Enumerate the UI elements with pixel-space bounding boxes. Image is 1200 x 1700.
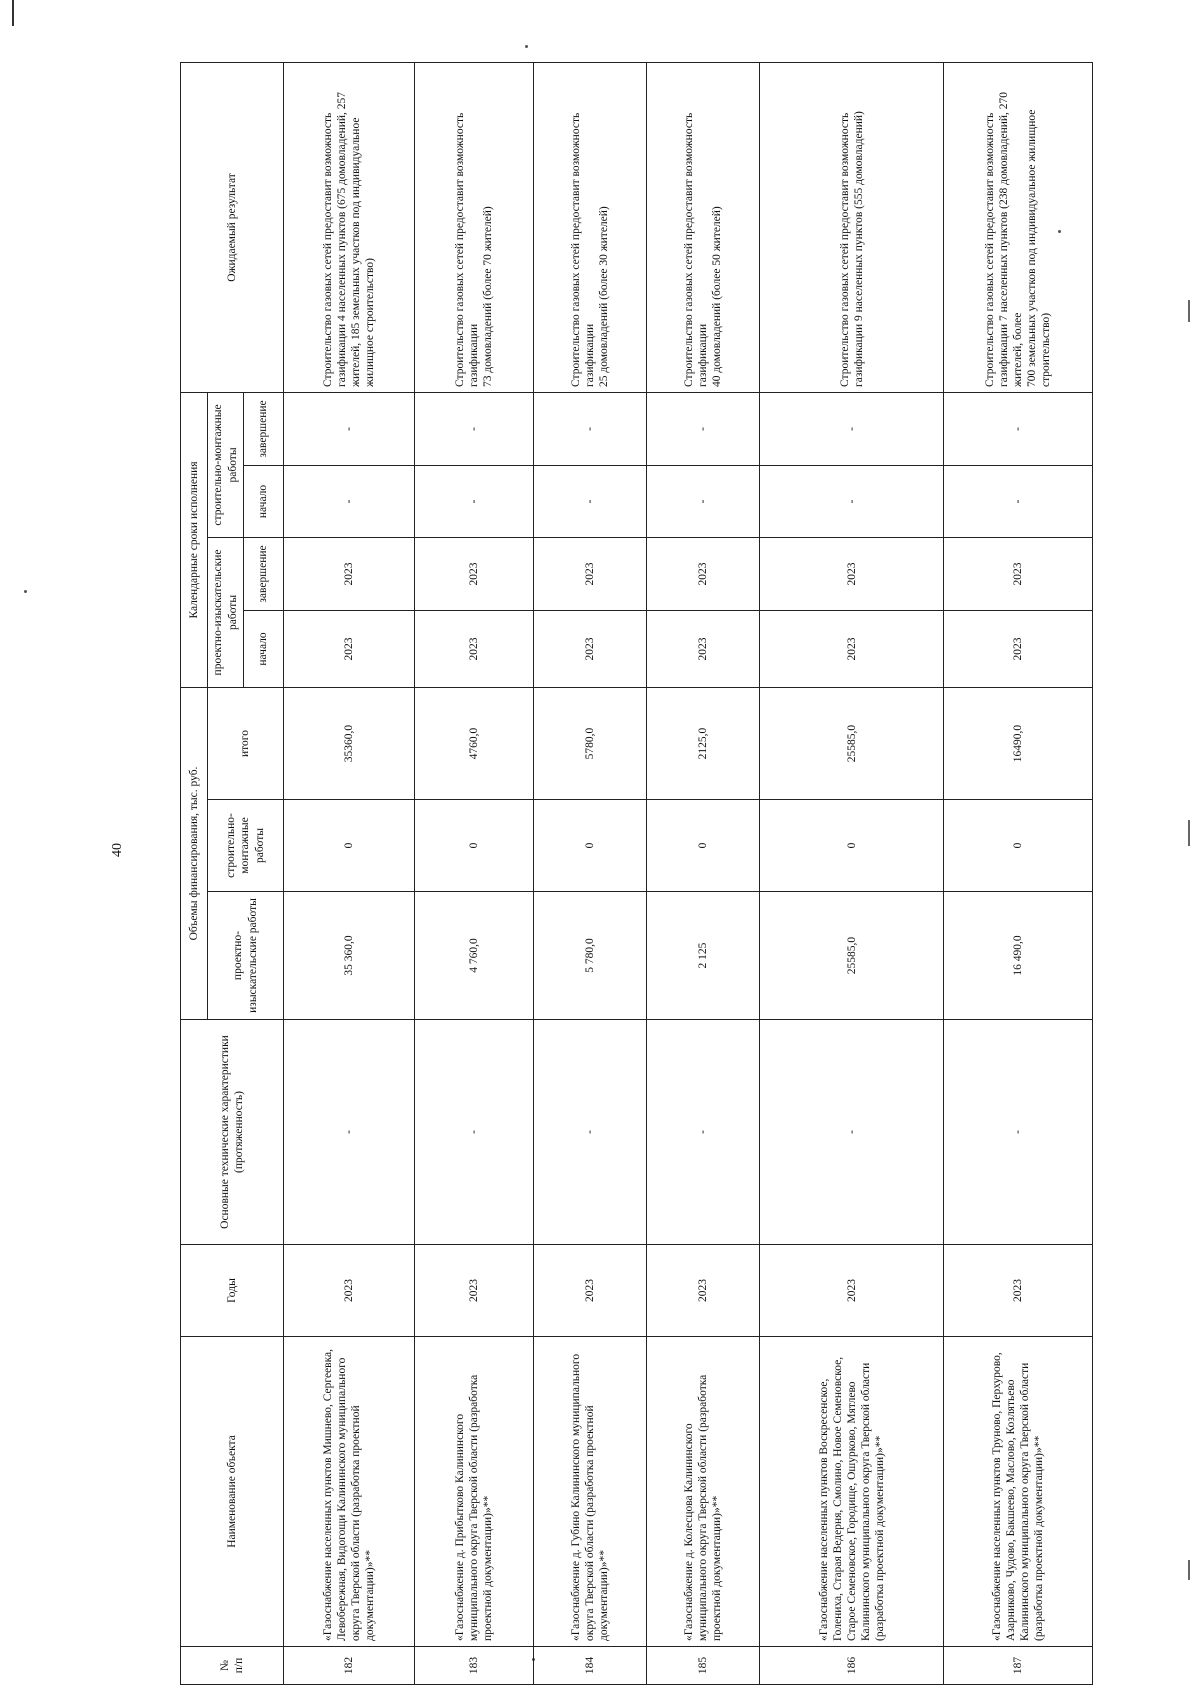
row-result: Строительство газовых сетей предоставит возможность газификации 7 населенных пунктов (238 домовладений, 270 жителей, более 700 земельных участков под индивидуальное жилищное строительство) [944, 62, 1093, 392]
table-row [944, 62, 1093, 1684]
row-num: 186 [759, 1647, 943, 1685]
scan-edge-mark [1188, 300, 1190, 322]
row-name: «Газоснабжение населенных пунктов Мишнево, Сергеевка, Левобережная, Видогощи Калининского муниципального округа Тверской области (разработка проектной документации)»** [284, 1337, 415, 1647]
row-result: Строительство газовых сетей предоставит возможность газификации 4 населенных пунктов (675 домовладений, 257 жителей, 185 земельных участков под индивидуальное жилищное строительство) [284, 62, 415, 392]
row-specs: - [646, 1020, 759, 1245]
row-fin-construction: 0 [533, 800, 646, 892]
scan-edge-mark [1188, 820, 1190, 846]
row-fin-construction: 0 [944, 800, 1093, 892]
row-fin-construction: 0 [414, 800, 533, 892]
row-year: 2023 [759, 1245, 943, 1337]
row-result: Строительство газовых сетей предоставит возможность газификации 9 населенных пунктов (555 домовладений) [759, 62, 943, 392]
row-cm-end: - [284, 392, 415, 465]
header-schedule: Календарные сроки исполнения [181, 392, 208, 687]
header-result: Ожидаемый результат [181, 62, 284, 392]
row-name: «Газоснабжение д. Губино Калининского муниципального округа Тверской области (разработка проектной документации)»** [533, 1337, 646, 1647]
row-year: 2023 [284, 1245, 415, 1337]
row-cm-start: - [533, 465, 646, 537]
row-num: 182 [284, 1647, 415, 1685]
row-design-start: 2023 [414, 610, 533, 687]
header-row-1 [181, 62, 208, 1684]
row-specs: - [414, 1020, 533, 1245]
row-num: 184 [533, 1647, 646, 1685]
row-fin-total: 2125,0 [646, 687, 759, 799]
row-cm-start: - [284, 465, 415, 537]
row-design-end: 2023 [944, 537, 1093, 610]
row-fin-construction: 0 [284, 800, 415, 892]
row-cm-start: - [944, 465, 1093, 537]
row-cm-start: - [646, 465, 759, 537]
header-num: № п/п [181, 1647, 284, 1685]
row-cm-start: - [414, 465, 533, 537]
row-fin-design: 25585,0 [759, 892, 943, 1020]
program-table [180, 62, 1093, 1685]
header-fin-design: проектно-изыскательские работы [208, 892, 284, 1020]
row-design-end: 2023 [414, 537, 533, 610]
table-row [646, 62, 759, 1684]
header-financing: Объемы финансирования, тыс. руб. [181, 687, 208, 1019]
scan-edge-mark [12, 0, 14, 26]
row-name: «Газоснабжение д. Колесцова Калининского муниципального округа Тверской области (разработка проектной документации)»** [646, 1337, 759, 1647]
row-specs: - [759, 1020, 943, 1245]
header-fin-total: итого [208, 687, 284, 799]
row-fin-design: 2 125 [646, 892, 759, 1020]
table-row [533, 62, 646, 1684]
scan-speck [525, 45, 528, 48]
row-fin-total: 16490,0 [944, 687, 1093, 799]
row-result: Строительство газовых сетей предоставит возможность газификации 25 домовладений (более 30 жителей) [533, 62, 646, 392]
header-cm-start: начало [244, 465, 284, 537]
row-result: Строительство газовых сетей предоставит возможность газификации 40 домовладений (более 50 жителей) [646, 62, 759, 392]
row-cm-start: - [759, 465, 943, 537]
row-fin-design: 4 760,0 [414, 892, 533, 1020]
row-cm-end: - [944, 392, 1093, 465]
row-design-end: 2023 [533, 537, 646, 610]
row-specs: - [284, 1020, 415, 1245]
header-specs: Основные технические характеристики (протяженность) [181, 1020, 284, 1245]
row-design-start: 2023 [533, 610, 646, 687]
row-fin-design: 5 780,0 [533, 892, 646, 1020]
row-fin-design: 16 490,0 [944, 892, 1093, 1020]
row-year: 2023 [533, 1245, 646, 1337]
row-design-start: 2023 [944, 610, 1093, 687]
table-row [759, 62, 943, 1684]
row-num: 185 [646, 1647, 759, 1685]
row-design-end: 2023 [284, 537, 415, 610]
table-row [414, 62, 533, 1684]
row-year: 2023 [414, 1245, 533, 1337]
row-num: 187 [944, 1647, 1093, 1685]
row-fin-design: 35 360,0 [284, 892, 415, 1020]
row-fin-total: 4760,0 [414, 687, 533, 799]
row-fin-construction: 0 [646, 800, 759, 892]
row-fin-total: 25585,0 [759, 687, 943, 799]
header-design-end: завершение [244, 537, 284, 610]
row-cm-end: - [646, 392, 759, 465]
row-fin-total: 5780,0 [533, 687, 646, 799]
table-row [284, 62, 415, 1684]
row-fin-construction: 0 [759, 800, 943, 892]
header-name: Наименование объекта [181, 1337, 284, 1647]
row-specs: - [944, 1020, 1093, 1245]
row-design-end: 2023 [646, 537, 759, 610]
header-fin-construction: строительно-монтажные работы [208, 800, 284, 892]
header-cm-end: завершение [244, 392, 284, 465]
row-design-end: 2023 [759, 537, 943, 610]
rotated-table-container [180, 63, 1093, 1685]
header-years: Годы [181, 1245, 284, 1337]
row-design-start: 2023 [646, 610, 759, 687]
row-cm-end: - [533, 392, 646, 465]
row-name: «Газоснабжение населенных пунктов Труново, Перхурово, Азарниково, Чудово, Бакшеево, Маслово, Козлятьево Калининского муниципального округа Тверской области (разработка проектной документации)»** [944, 1337, 1093, 1647]
row-result: Строительство газовых сетей предоставит возможность газификации 73 домовладений (более 70 жителей) [414, 62, 533, 392]
row-design-start: 2023 [759, 610, 943, 687]
row-cm-end: - [759, 392, 943, 465]
row-design-start: 2023 [284, 610, 415, 687]
scan-speck [24, 590, 27, 593]
row-fin-total: 35360,0 [284, 687, 415, 799]
row-specs: - [533, 1020, 646, 1245]
row-year: 2023 [646, 1245, 759, 1337]
row-cm-end: - [414, 392, 533, 465]
header-design-start: начало [244, 610, 284, 687]
scan-edge-mark [1188, 1560, 1190, 1580]
row-year: 2023 [944, 1245, 1093, 1337]
row-name: «Газоснабжение населенных пунктов Воскресенское, Голениха, Старая Ведерня, Смолино, Новое Семеновское, Старое Семеновское, Городище, Ошурково, Мятлево Калининского муниципального округа Тверской области (разработка проектной документации)»** [759, 1337, 943, 1647]
row-num: 183 [414, 1647, 533, 1685]
header-sched-construction: строительно-монтажные работы [208, 392, 244, 537]
page-number: 40 [110, 843, 125, 857]
header-sched-design: проектно-изыскательские работы [208, 537, 244, 687]
row-name: «Газоснабжение д. Прибытково Калининского муниципального округа Тверской области (разработка проектной документации)»** [414, 1337, 533, 1647]
